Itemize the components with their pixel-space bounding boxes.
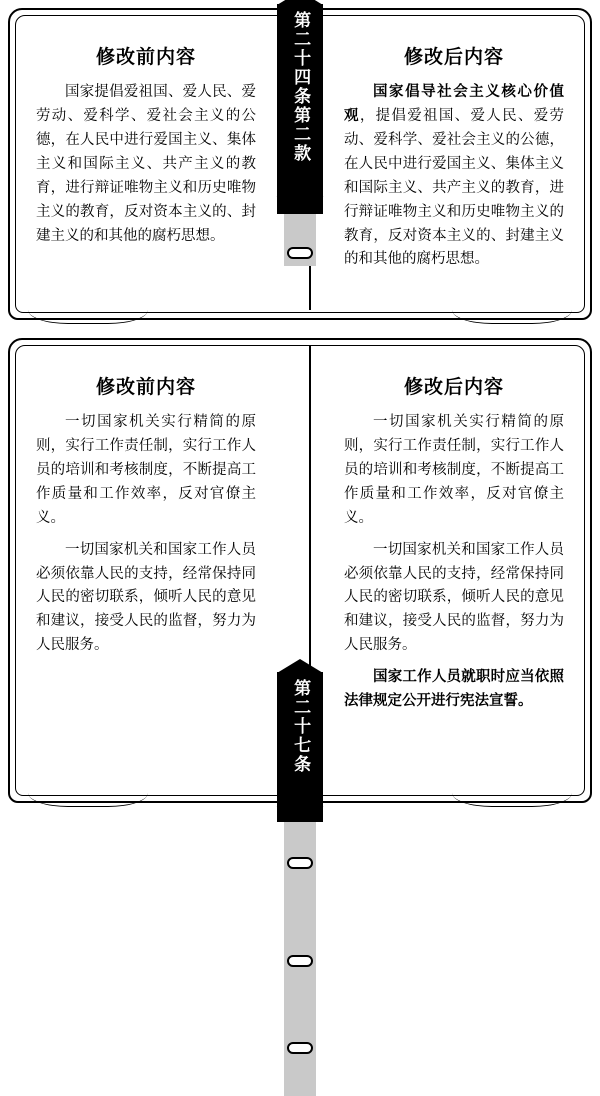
after-column-2: [300, 340, 590, 801]
paragraph: [344, 539, 564, 659]
after-heading-2: 修改后内容: [403, 376, 504, 398]
article-banner-2: [277, 672, 323, 822]
spine-clasp-icon: [287, 247, 313, 259]
body-text: ，提倡爱祖国、爱人民、爱劳动、爱科学、爱社会主义的公德，在人民中进行爱国主义、集体主义和国际主义、共产主义的教育，进行辩证唯物主义和历史唯物主义的教育，反对资本主义的、封建主义的和其他的腐朽思想。: [344, 107, 565, 268]
body-text: 一切国家机关和国家工作人员必须依靠人民的支持，经常保持同人民的密切联系，倾听人民的意见和建议，接受人民的监督，努力为人民服务。: [36, 541, 256, 654]
paragraph: [36, 411, 256, 531]
amended-text: 国家工作人员就职时应当依照法律规定公开进行宪法宣誓。: [344, 669, 564, 710]
after-column-1: [300, 10, 590, 318]
before-body-2: [36, 411, 256, 658]
spine-clasp-icon: [287, 1042, 313, 1054]
after-body-2: [344, 411, 564, 714]
paragraph: [344, 81, 564, 272]
banner-arrow-icon-2: [277, 659, 323, 673]
spine-clasp-icon: [287, 857, 313, 869]
paragraph: [344, 411, 564, 531]
paragraph: [344, 666, 564, 714]
amended-text: 国家: [373, 84, 406, 100]
after-body-1: [344, 81, 564, 272]
comparison-block-2: [0, 330, 600, 813]
amended-text: 倡导社会主义核心价值观: [344, 84, 565, 124]
body-text: 一切国家机关实行精简的原则，实行工作责任制，实行工作人员的培训和考核制度，不断提高工作质量和工作效率，反对官僚主义。: [344, 414, 564, 526]
body-text: 一切国家机关和国家工作人员必须依靠人民的支持，经常保持同人民的密切联系，倾听人民的意见和建议，接受人民的监督，努力为人民服务。: [344, 541, 564, 654]
banner-arrow-icon-1: [277, 0, 323, 5]
paragraph: [36, 81, 256, 248]
before-heading-2: 修改前内容: [95, 376, 196, 398]
body-text: 一切国家机关实行精简的原则，实行工作责任制，实行工作人员的培训和考核制度，不断提高工作质量和工作效率，反对官僚主义。: [36, 414, 256, 526]
article-banner-1: [277, 4, 323, 214]
before-column-2: [10, 340, 300, 801]
spine-clasp-icon: [287, 955, 313, 967]
article-label-2: 第二十七条: [290, 679, 311, 774]
paragraph: [36, 539, 256, 659]
before-column-1: [10, 10, 300, 318]
before-body-1: [36, 81, 256, 248]
comparison-block-1: [0, 0, 600, 330]
before-heading-1: 修改前内容: [95, 46, 196, 68]
after-heading-1: 修改后内容: [403, 46, 504, 68]
article-label-1: 第二十四条第二款: [290, 11, 311, 163]
body-text: 国家提倡爱祖国、爱人民、爱劳动、爱科学、爱社会主义的公德，在人民中进行爱国主义、集体主义和国际主义、共产主义的教育，进行辩证唯物主义和历史唯物主义的教育，反对资本主义的、封建主义的和其他的腐朽思想。: [36, 84, 256, 244]
